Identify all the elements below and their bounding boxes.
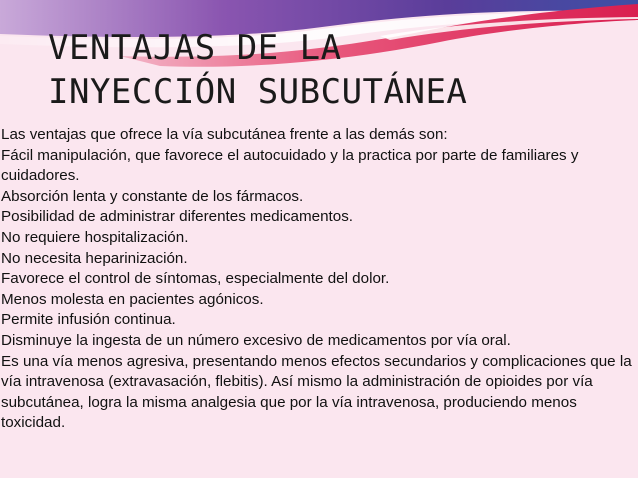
list-item: Posibilidad de administrar diferentes medicamentos. [1,208,354,226]
slide-title-line-1: VENTAJAS DE LA [48,28,342,68]
list-item: Absorción lenta y constante de los fármacos. [1,187,304,205]
list-item: No necesita heparinización. [1,249,188,267]
advantages-list [1,125,635,434]
list-item: Es una vía menos agresiva, presentando menos efectos secundarios y complicaciones que la vía intravenosa (extravasación, flebitis). Así mismo la administración de opioides por vía subcutánea, logra la misma analgesia que por la vía intravenosa, produciendo menos toxicidad. [1,352,632,432]
list-item: No requiere hospitalización. [1,228,189,246]
slide-title-line-2: INYECCIÓN SUBCUTÁNEA [48,72,468,112]
list-item: Disminuye la ingesta de un número excesivo de medicamentos por vía oral. [1,331,511,349]
list-item: Fácil manipulación, que favorece el autocuidado y la practica por parte de familiares y cuidadores. [1,146,579,185]
intro-paragraph: Las ventajas que ofrece la vía subcutánea frente a las demás son: [1,126,448,143]
slide-title [48,26,467,114]
list-item: Menos molesta en pacientes agónicos. [1,290,264,308]
list-item: Permite infusión continua. [1,311,176,329]
list-item: Favorece el control de síntomas, especialmente del dolor. [1,270,390,288]
